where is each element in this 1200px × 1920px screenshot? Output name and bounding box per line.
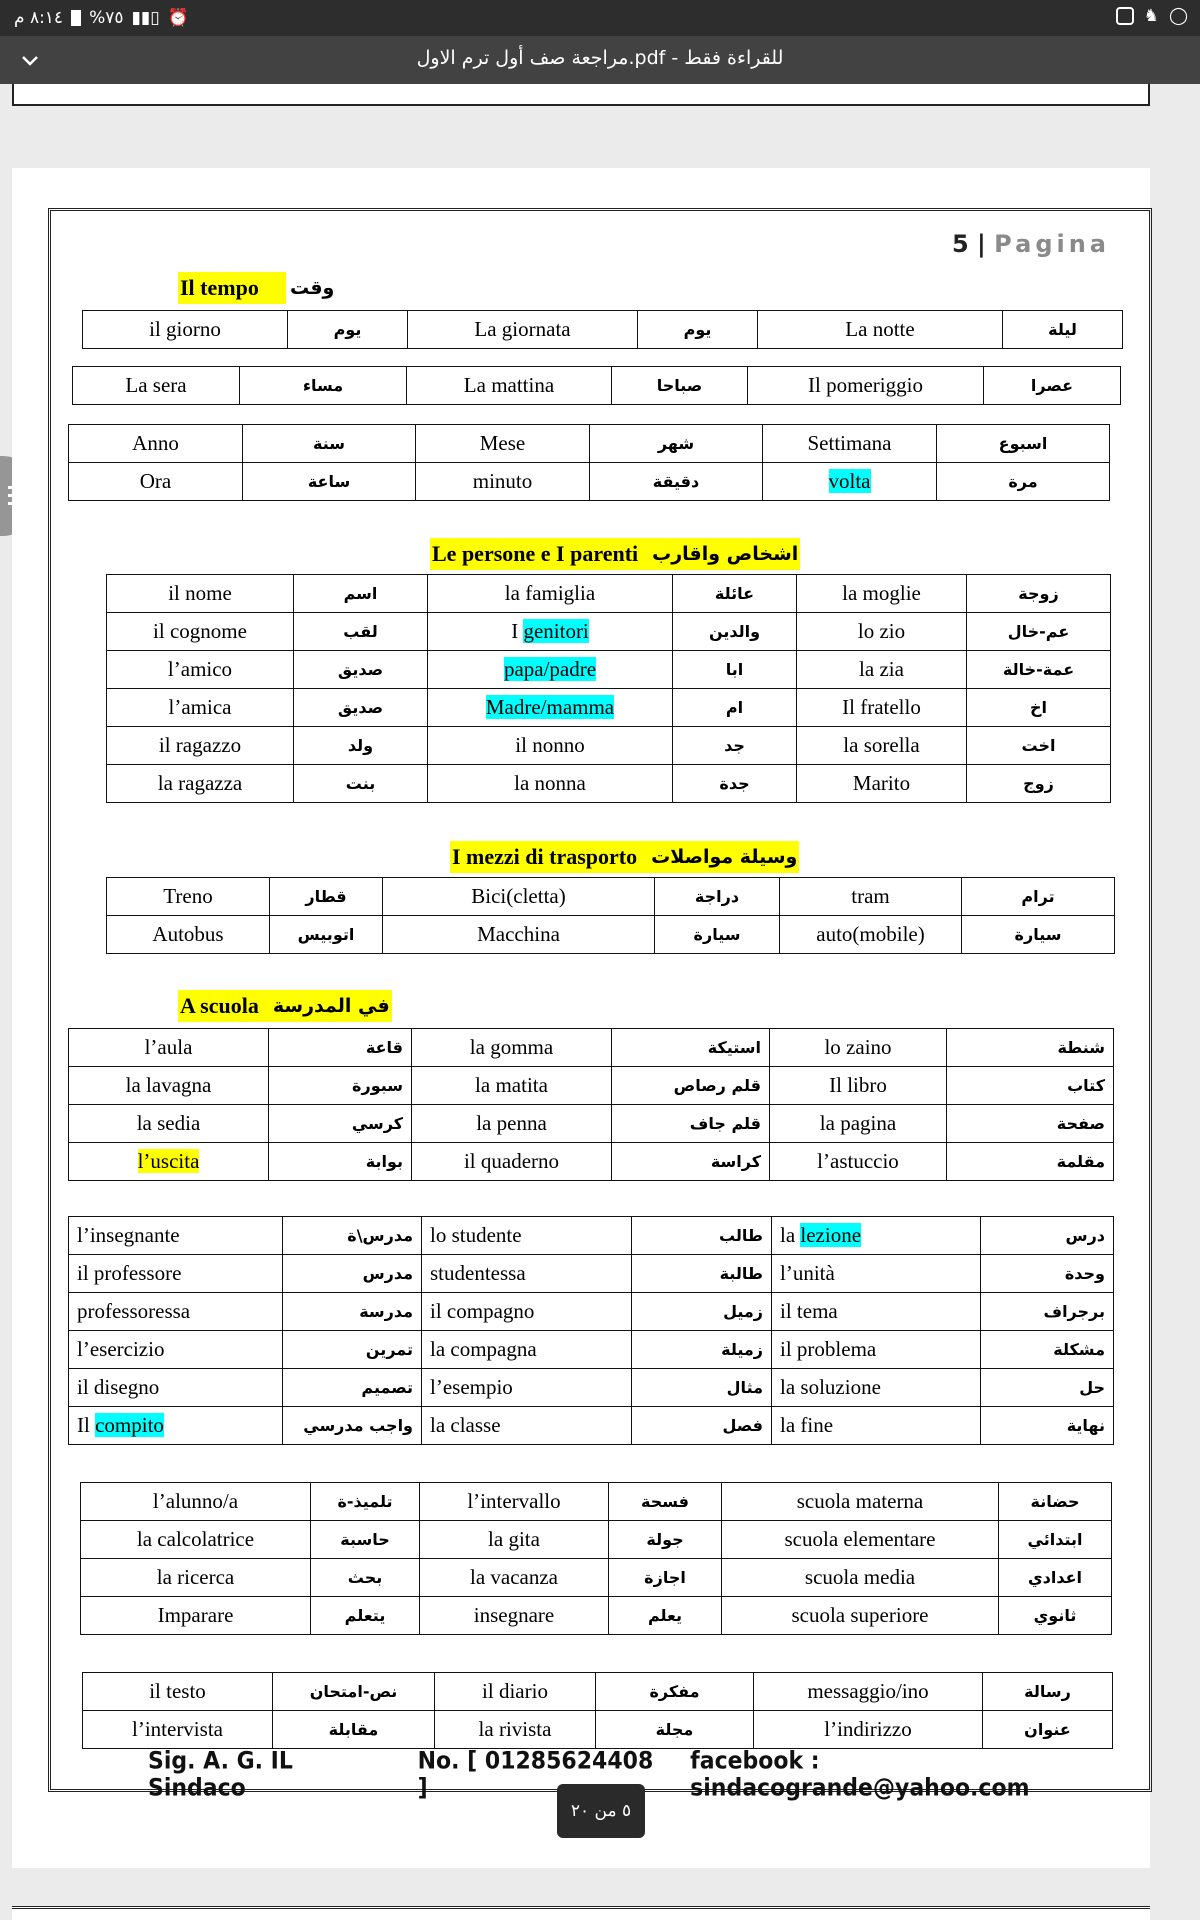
table-cell: يوم: [638, 311, 758, 349]
section-title-tempo-ar: [288, 272, 336, 304]
highlighted-word: volta: [828, 469, 871, 493]
vocab-table-persone: [106, 574, 1111, 803]
table-cell: شهر: [590, 425, 763, 463]
table-cell: صباحا: [612, 367, 748, 405]
table-cell: رسالة: [983, 1673, 1113, 1711]
table-cell: تلميذ-ة: [311, 1483, 420, 1521]
table-cell: scuola superiore: [722, 1597, 999, 1635]
table-cell: مجلة: [596, 1711, 754, 1749]
table-cell: la penna: [412, 1105, 612, 1143]
author-name: Sig. A. G. IL Sindaco: [148, 1748, 293, 1802]
section-title-mezzi: [450, 841, 799, 873]
table-cell: Settimana: [763, 425, 937, 463]
section-title-ar-text: وسيلة مواصلات: [651, 846, 798, 868]
section-title-text: Le persone e I parenti: [432, 541, 639, 566]
table-cell: il compagno: [422, 1293, 632, 1331]
table-cell: مدرس: [283, 1255, 422, 1293]
table-row: [69, 1255, 1114, 1293]
highlighted-word: l’uscita: [137, 1149, 200, 1173]
table-row: [107, 727, 1111, 765]
table-cell: la sedia: [69, 1105, 269, 1143]
table-cell: la lavagna: [69, 1067, 269, 1105]
highlighted-word: papa/padre: [503, 657, 597, 681]
table-cell: زوجة: [967, 575, 1111, 613]
section-title-tempo: [178, 272, 286, 304]
table-cell: حضانة: [999, 1483, 1112, 1521]
table-cell: سنة: [243, 425, 416, 463]
table-cell: مشكلة: [981, 1331, 1114, 1369]
table-cell: scuola media: [722, 1559, 999, 1597]
table-row: [83, 1673, 1113, 1711]
table-cell: ليلة: [1003, 311, 1123, 349]
table-cell: نص-امتحان: [273, 1673, 435, 1711]
table-cell: la compagna: [422, 1331, 632, 1369]
table-cell: اسم: [294, 575, 428, 613]
table-cell: زوج: [967, 765, 1111, 803]
table-cell: il diario: [435, 1673, 596, 1711]
table-row: [69, 1293, 1114, 1331]
table-cell: ابتدائي: [999, 1521, 1112, 1559]
table-cell: فصل: [632, 1407, 772, 1445]
table-cell: il nonno: [428, 727, 673, 765]
table-cell: دقيقة: [590, 463, 763, 501]
battery-icon: [71, 10, 81, 26]
highlighted-word: lezione: [800, 1223, 862, 1247]
table-cell: la ragazza: [107, 765, 294, 803]
table-cell: l’intervallo: [420, 1483, 609, 1521]
table-cell: la matita: [412, 1067, 612, 1105]
table-cell: كتاب: [947, 1067, 1114, 1105]
table-cell: Macchina: [383, 916, 655, 954]
table-cell: كرسي: [269, 1105, 412, 1143]
table-cell: حاسبة: [311, 1521, 420, 1559]
table-cell: Anno: [69, 425, 243, 463]
table-cell: اجازة: [609, 1559, 722, 1597]
table-cell: l’insegnante: [69, 1217, 283, 1255]
section-title-text: Il tempo: [180, 275, 259, 300]
table-cell: l’indirizzo: [754, 1711, 983, 1749]
table-cell: la pagina: [770, 1105, 947, 1143]
table-cell: مدرسة: [283, 1293, 422, 1331]
previous-page-edge: [12, 84, 1150, 106]
table-row: [107, 916, 1115, 954]
table-cell: اخت: [967, 727, 1111, 765]
table-cell: صديق: [294, 651, 428, 689]
table-cell: اسبوع: [937, 425, 1110, 463]
table-cell: La mattina: [407, 367, 612, 405]
table-row: [81, 1521, 1112, 1559]
table-cell: l’esercizio: [69, 1331, 283, 1369]
table-cell: اخ: [967, 689, 1111, 727]
table-cell: la famiglia: [428, 575, 673, 613]
table-row: [81, 1597, 1112, 1635]
table-cell: l’esempio: [422, 1369, 632, 1407]
table-row: [69, 463, 1110, 501]
page-label: Pagina: [994, 230, 1110, 258]
table-cell: [69, 1407, 283, 1445]
table-cell: جدة: [673, 765, 797, 803]
table-cell: مدرس\ة: [283, 1217, 422, 1255]
table-cell: جولة: [609, 1521, 722, 1559]
table-cell: مقلمة: [947, 1143, 1114, 1181]
vocab-table-scuola-4: [82, 1672, 1113, 1749]
table-cell: زميلة: [632, 1331, 772, 1369]
table-cell: Autobus: [107, 916, 270, 954]
vocab-table-scuola-2: [68, 1216, 1114, 1445]
table-cell: Mese: [416, 425, 590, 463]
table-cell: la fine: [772, 1407, 981, 1445]
table-cell: scuola materna: [722, 1483, 999, 1521]
section-title-ar-text: وقت: [290, 277, 335, 299]
table-cell: كراسة: [612, 1143, 770, 1181]
status-bar: [0, 0, 1200, 36]
table-cell: تصميم: [283, 1369, 422, 1407]
section-title-persone: [430, 538, 800, 570]
table-cell: واجب مدرسي: [283, 1407, 422, 1445]
table-cell: l’alunno/a: [81, 1483, 311, 1521]
table-cell: il quaderno: [412, 1143, 612, 1181]
document-title: مراجعة صف أول ترم الاول.pdf - للقراءة فقط: [416, 47, 784, 69]
section-title-ar-text: في المدرسة: [272, 995, 390, 1017]
highlighted-word: genitori: [523, 619, 589, 643]
table-cell: مثال: [632, 1369, 772, 1407]
table-row: [107, 689, 1111, 727]
table-cell: il professore: [69, 1255, 283, 1293]
table-cell: شنطة: [947, 1029, 1114, 1067]
table-row: [81, 1559, 1112, 1597]
table-row: [69, 1217, 1114, 1255]
table-row: [107, 765, 1111, 803]
table-cell: صديق: [294, 689, 428, 727]
vocab-table-tempo-3: [68, 424, 1110, 501]
table-row: [69, 1067, 1114, 1105]
table-cell: طالب: [632, 1217, 772, 1255]
table-cell: Il libro: [770, 1067, 947, 1105]
section-title-text: I mezzi di trasporto: [452, 844, 638, 869]
table-cell: ام: [673, 689, 797, 727]
table-cell: عنوان: [983, 1711, 1113, 1749]
status-right: [1116, 6, 1188, 26]
table-cell: سيارة: [655, 916, 780, 954]
table-cell: استيكة: [612, 1029, 770, 1067]
highlighted-word: Madre/mamma: [485, 695, 615, 719]
table-cell: l’intervista: [83, 1711, 273, 1749]
table-cell: il giorno: [83, 311, 288, 349]
table-cell: طالبة: [632, 1255, 772, 1293]
page-footer: [148, 1748, 1150, 1802]
horse-icon: ♞: [1143, 6, 1159, 26]
table-cell: il tema: [772, 1293, 981, 1331]
table-cell: سبورة: [269, 1067, 412, 1105]
table-row: [69, 1105, 1114, 1143]
pdf-page: [12, 168, 1150, 1868]
table-row: [69, 1407, 1114, 1445]
vocab-table-scuola-1: [68, 1028, 1114, 1181]
table-cell: la calcolatrice: [81, 1521, 311, 1559]
table-cell: [428, 613, 673, 651]
vocab-table-tempo-2: [72, 366, 1121, 405]
author-facebook: facebook : sindacogrande@yahoo.com: [690, 1748, 1030, 1802]
next-page-edge: [12, 1906, 1150, 1920]
table-cell: ولد: [294, 727, 428, 765]
table-cell: il problema: [772, 1331, 981, 1369]
table-cell: [772, 1217, 981, 1255]
table-cell: tram: [780, 878, 962, 916]
table-cell: سيارة: [962, 916, 1115, 954]
table-row: [107, 575, 1111, 613]
cell-text: Il: [77, 1413, 96, 1437]
table-cell: messaggio/ino: [754, 1673, 983, 1711]
table-row: [107, 651, 1111, 689]
table-cell: il cognome: [107, 613, 294, 651]
table-cell: عصرا: [984, 367, 1121, 405]
table-cell: la ricerca: [81, 1559, 311, 1597]
table-cell: مساء: [240, 367, 407, 405]
section-title-scuola: [178, 990, 392, 1022]
table-cell: la zia: [797, 651, 967, 689]
table-cell: جد: [673, 727, 797, 765]
table-row: [81, 1483, 1112, 1521]
clock: ٨:١٤ م: [14, 8, 64, 28]
table-cell: عم-خال: [967, 613, 1111, 651]
table-cell: scuola elementare: [722, 1521, 999, 1559]
table-cell: لقب: [294, 613, 428, 651]
table-cell: قاعة: [269, 1029, 412, 1067]
table-cell: اتوبيس: [270, 916, 383, 954]
table-cell: ترام: [962, 878, 1115, 916]
notebook-icon: [1116, 7, 1134, 25]
table-cell: وحدة: [981, 1255, 1114, 1293]
table-cell: دراجة: [655, 878, 780, 916]
table-cell: La sera: [73, 367, 240, 405]
table-cell: la vacanza: [420, 1559, 609, 1597]
table-cell: ساعة: [243, 463, 416, 501]
author-phone: No. [ 01285624408 ]: [417, 1748, 654, 1802]
table-cell: la sorella: [797, 727, 967, 765]
table-cell: lo zio: [797, 613, 967, 651]
table-cell: professoressa: [69, 1293, 283, 1331]
table-cell: يعلم: [609, 1597, 722, 1635]
table-cell: Il fratello: [797, 689, 967, 727]
table-cell: Marito: [797, 765, 967, 803]
cell-text: I: [511, 619, 524, 643]
table-cell: lo studente: [422, 1217, 632, 1255]
section-title-text: A scuola: [180, 993, 259, 1018]
table-row: [69, 1143, 1114, 1181]
table-cell: درس: [981, 1217, 1114, 1255]
table-row: [69, 1029, 1114, 1067]
table-cell: l’amico: [107, 651, 294, 689]
table-cell: والدين: [673, 613, 797, 651]
table-cell: بوابة: [269, 1143, 412, 1181]
table-row: [73, 367, 1121, 405]
table-row: [69, 1369, 1114, 1407]
table-cell: يوم: [288, 311, 408, 349]
table-cell: la gita: [420, 1521, 609, 1559]
table-cell: مفكرة: [596, 1673, 754, 1711]
table-cell: il ragazzo: [107, 727, 294, 765]
table-cell: [428, 689, 673, 727]
table-cell: Il pomeriggio: [748, 367, 984, 405]
table-row: [83, 1711, 1113, 1749]
table-cell: l’amica: [107, 689, 294, 727]
battery-level: %٧٥: [89, 8, 124, 28]
document-title-bar: [0, 36, 1200, 84]
table-cell: lo zaino: [770, 1029, 947, 1067]
table-cell: حل: [981, 1369, 1114, 1407]
table-cell: مقابلة: [273, 1711, 435, 1749]
table-cell: la nonna: [428, 765, 673, 803]
table-cell: ابا: [673, 651, 797, 689]
page-indicator: ٥ من ٢٠: [557, 1784, 645, 1838]
status-left: [14, 8, 189, 28]
table-cell: قلم رصاص: [612, 1067, 770, 1105]
signal-icon: ▮▮▯: [131, 8, 160, 28]
alarm-icon: ⏰: [167, 8, 189, 28]
table-cell: Treno: [107, 878, 270, 916]
table-row: [83, 311, 1123, 349]
table-cell: l’unità: [772, 1255, 981, 1293]
table-cell: زميل: [632, 1293, 772, 1331]
table-cell: la rivista: [435, 1711, 596, 1749]
table-cell: مرة: [937, 463, 1110, 501]
table-cell: il disegno: [69, 1369, 283, 1407]
table-cell: قطار: [270, 878, 383, 916]
table-cell: فسحة: [609, 1483, 722, 1521]
table-cell: قلم جاف: [612, 1105, 770, 1143]
table-cell: la classe: [422, 1407, 632, 1445]
table-cell: insegnare: [420, 1597, 609, 1635]
table-cell: il testo: [83, 1673, 273, 1711]
table-cell: La notte: [758, 311, 1003, 349]
table-cell: la moglie: [797, 575, 967, 613]
table-row: [107, 878, 1115, 916]
table-cell: l’aula: [69, 1029, 269, 1067]
table-cell: Imparare: [81, 1597, 311, 1635]
table-row: [107, 613, 1111, 651]
table-cell: بحث: [311, 1559, 420, 1597]
table-cell: [763, 463, 937, 501]
table-cell: studentessa: [422, 1255, 632, 1293]
table-cell: il nome: [107, 575, 294, 613]
table-cell: عمة-خالة: [967, 651, 1111, 689]
table-cell: صفحة: [947, 1105, 1114, 1143]
table-cell: la gomma: [412, 1029, 612, 1067]
table-cell: Bici(cletta): [383, 878, 655, 916]
vocab-table-scuola-3: [80, 1482, 1112, 1635]
highlighted-word: compito: [95, 1413, 164, 1437]
whatsapp-icon: ◯: [1168, 6, 1188, 26]
table-cell: اعدادي: [999, 1559, 1112, 1597]
table-cell: l’astuccio: [770, 1143, 947, 1181]
page-number: 5 | Pagina: [951, 230, 1110, 258]
vocab-table-mezzi: [106, 877, 1115, 954]
table-cell: [428, 651, 673, 689]
table-cell: La giornata: [408, 311, 638, 349]
table-row: [69, 425, 1110, 463]
table-cell: la soluzione: [772, 1369, 981, 1407]
section-title-ar-text: اشخاص واقارب: [652, 543, 799, 565]
table-cell: [69, 1143, 269, 1181]
table-row: [69, 1331, 1114, 1369]
table-cell: auto(mobile): [780, 916, 962, 954]
table-cell: يتعلم: [311, 1597, 420, 1635]
cell-text: la: [780, 1223, 801, 1247]
table-cell: برجراف: [981, 1293, 1114, 1331]
table-cell: ثانوي: [999, 1597, 1112, 1635]
table-cell: عائلة: [673, 575, 797, 613]
table-cell: بنت: [294, 765, 428, 803]
table-cell: Ora: [69, 463, 243, 501]
table-cell: تمرين: [283, 1331, 422, 1369]
vocab-table-tempo-1: [82, 310, 1123, 349]
table-cell: minuto: [416, 463, 590, 501]
page-number-value: 5: [951, 230, 969, 258]
table-cell: نهاية: [981, 1407, 1114, 1445]
